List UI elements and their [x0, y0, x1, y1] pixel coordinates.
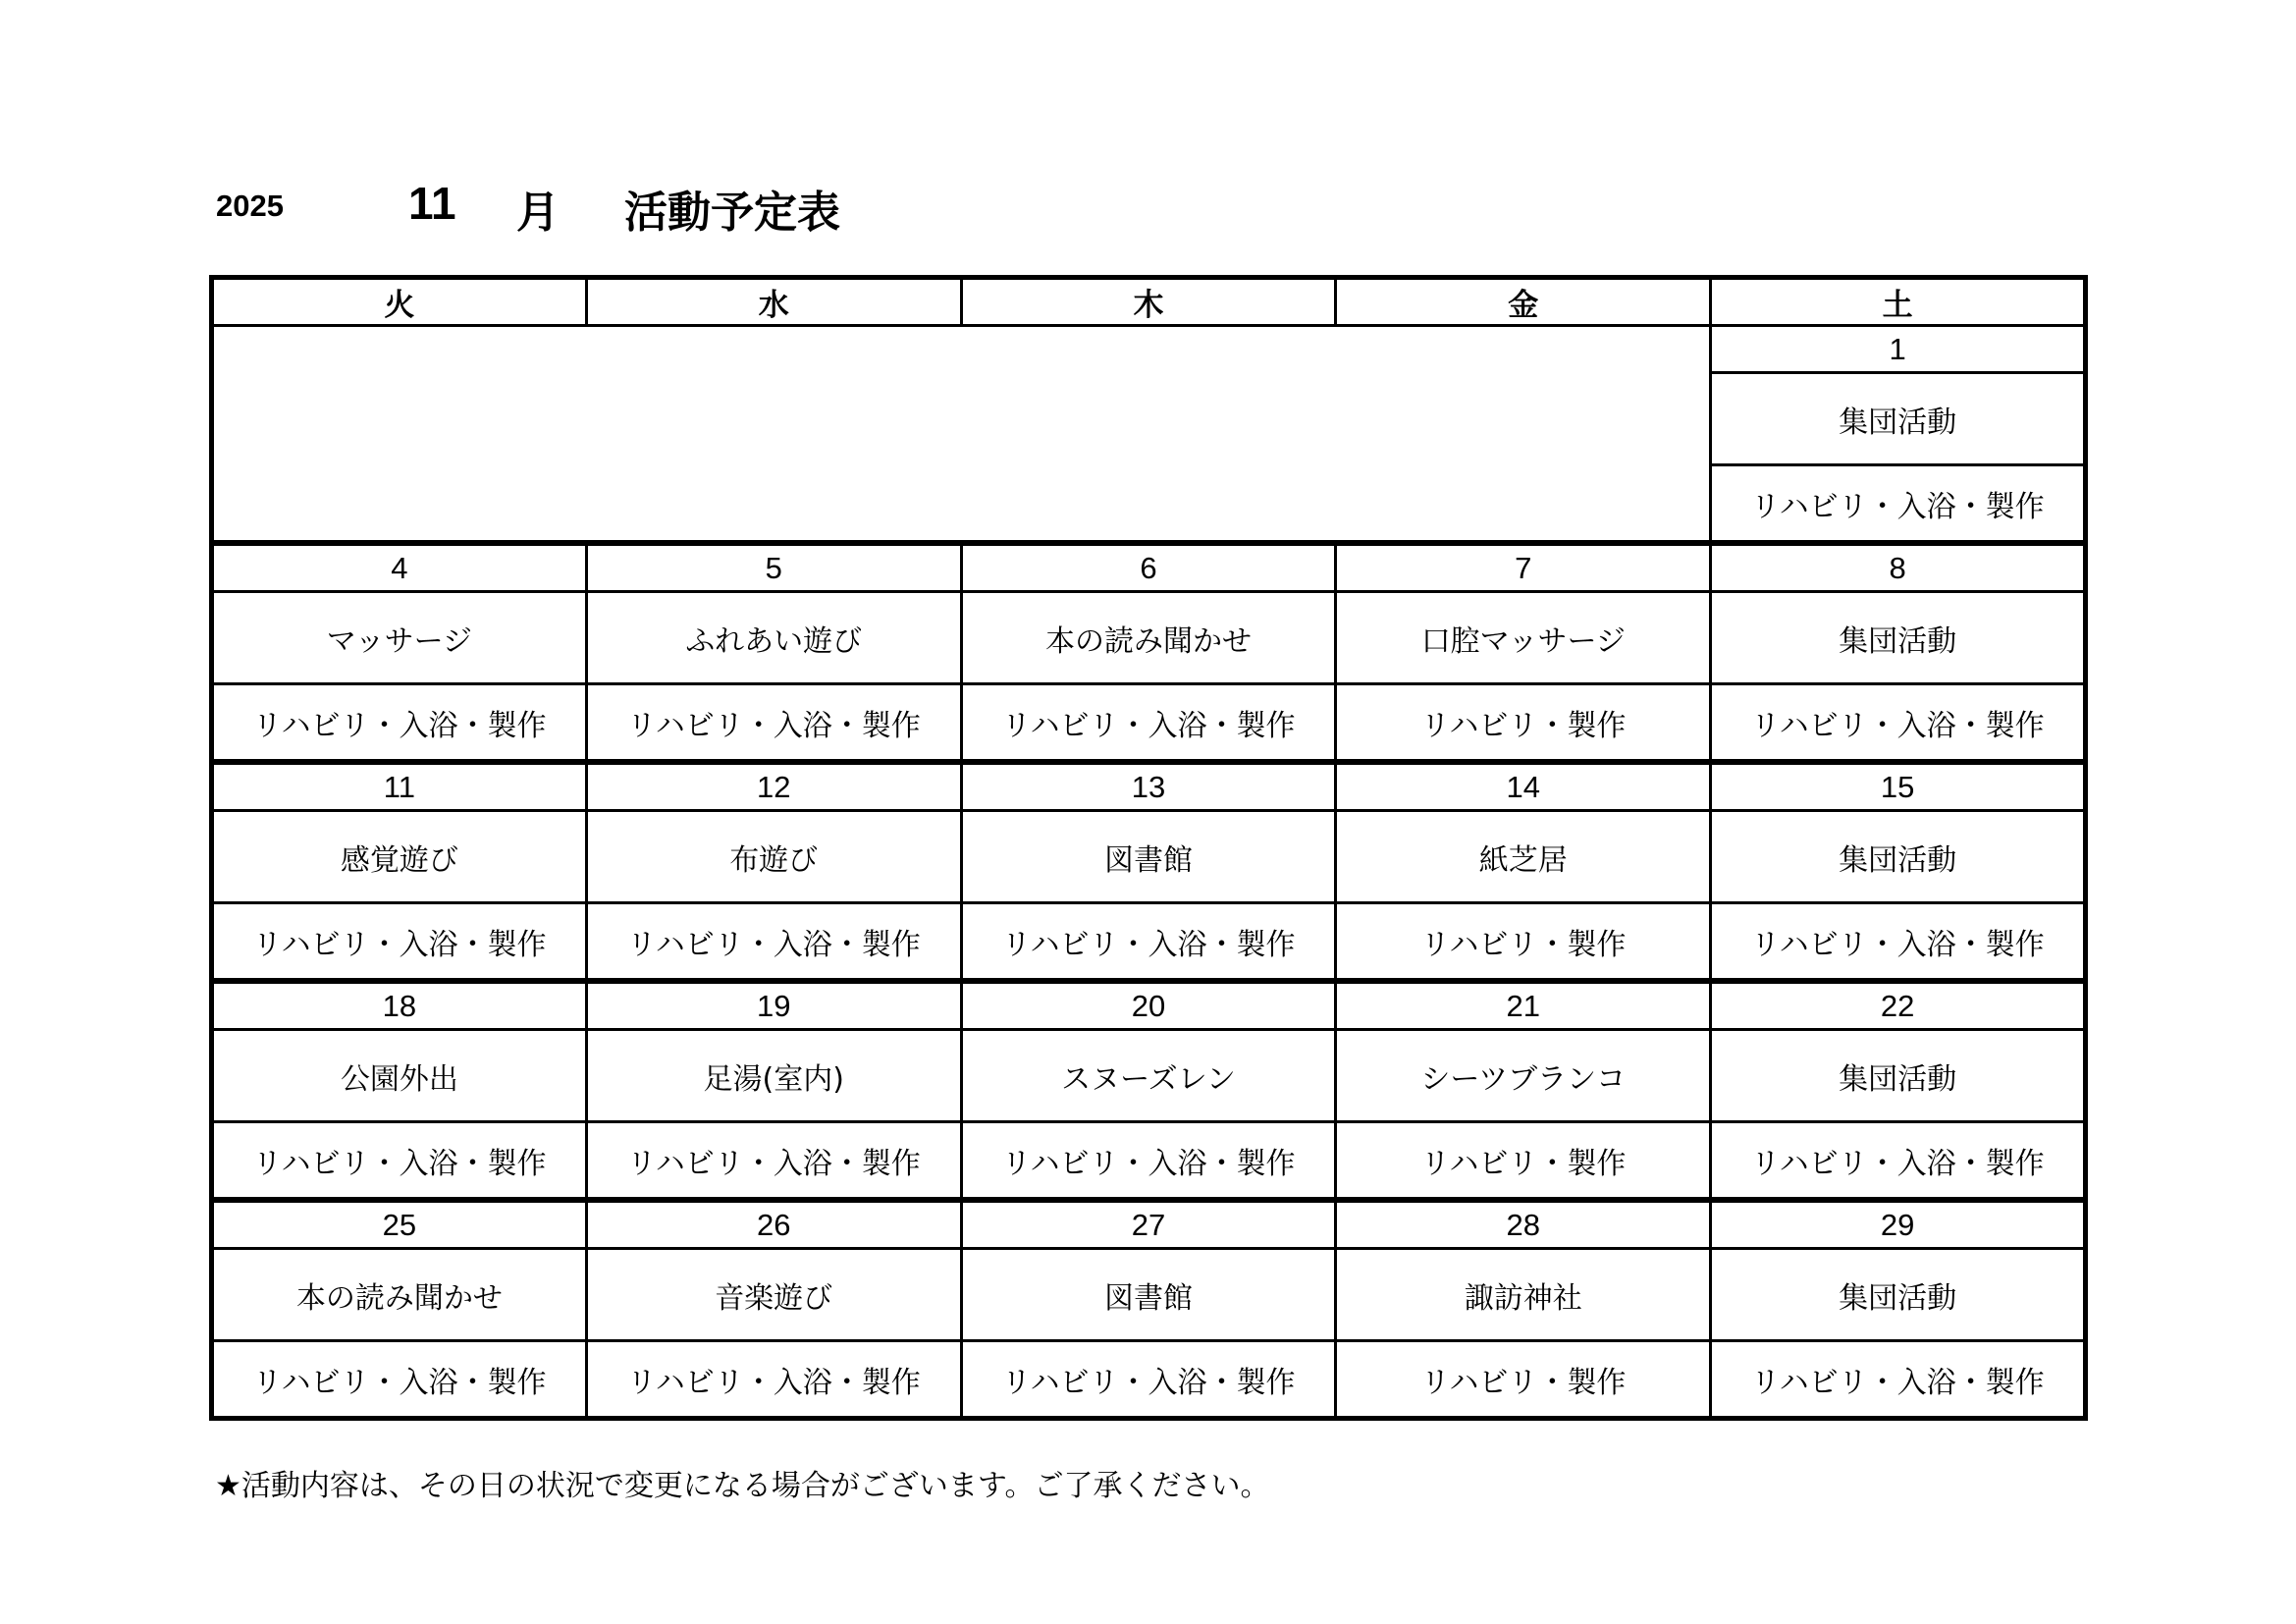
week-5-date-row: [212, 1200, 2086, 1249]
date-cell: 15: [1711, 762, 2086, 811]
sub-activity-cell: リハビリ・製作: [1336, 1122, 1711, 1201]
weekday-header-row: [212, 278, 2086, 326]
date-cell: 1: [1711, 326, 2086, 373]
sub-activity-cell: リハビリ・入浴・製作: [961, 903, 1336, 982]
date-cell: 14: [1336, 762, 1711, 811]
week-5-activity-row: [212, 1249, 2086, 1341]
schedule-table: [209, 275, 2088, 1421]
week-5-sub-row: [212, 1341, 2086, 1419]
week-3-activity-row: [212, 811, 2086, 903]
weekday-fri: 金: [1336, 278, 1711, 326]
sub-activity-cell: リハビリ・入浴・製作: [586, 903, 961, 982]
date-cell: 21: [1336, 981, 1711, 1030]
activity-cell: 図書館: [961, 1249, 1336, 1341]
activity-cell: 諏訪神社: [1336, 1249, 1711, 1341]
week-1-date-row: [212, 326, 2086, 373]
week-4-sub-row: [212, 1122, 2086, 1201]
activity-cell: 本の読み聞かせ: [961, 592, 1336, 684]
sub-activity-cell: リハビリ・製作: [1336, 684, 1711, 763]
weekday-tue: 火: [212, 278, 587, 326]
activity-cell: 音楽遊び: [586, 1249, 961, 1341]
sub-activity-cell: リハビリ・入浴・製作: [212, 903, 587, 982]
date-cell: 5: [586, 543, 961, 592]
activity-cell: 本の読み聞かせ: [212, 1249, 587, 1341]
sub-activity-cell: リハビリ・入浴・製作: [1711, 1341, 2086, 1419]
activity-cell: 足湯(室内): [586, 1030, 961, 1122]
footer-note: ★活動内容は、その日の状況で変更になる場合がございます。ご了承ください。: [215, 1469, 1270, 1503]
weekday-wed: 水: [586, 278, 961, 326]
date-cell: 19: [586, 981, 961, 1030]
activity-cell: 集団活動: [1711, 1030, 2086, 1122]
sub-activity-cell: リハビリ・入浴・製作: [961, 1341, 1336, 1419]
date-cell: 22: [1711, 981, 2086, 1030]
week-3-date-row: [212, 762, 2086, 811]
date-cell: 4: [212, 543, 587, 592]
date-cell: 18: [212, 981, 587, 1030]
date-cell: 27: [961, 1200, 1336, 1249]
weekday-thu: 木: [961, 278, 1336, 326]
month-number: 11: [408, 178, 456, 229]
date-cell: 12: [586, 762, 961, 811]
page-title: 活動予定表: [624, 188, 840, 238]
sub-activity-cell: リハビリ・入浴・製作: [212, 1122, 587, 1201]
sub-activity-cell: リハビリ・入浴・製作: [1711, 465, 2086, 544]
date-cell: 26: [586, 1200, 961, 1249]
activity-cell: 集団活動: [1711, 811, 2086, 903]
week-1-empty-cell: [212, 326, 1711, 544]
activity-cell: 口腔マッサージ: [1336, 592, 1711, 684]
sub-activity-cell: リハビリ・入浴・製作: [1711, 903, 2086, 982]
activity-cell: 布遊び: [586, 811, 961, 903]
activity-cell: 紙芝居: [1336, 811, 1711, 903]
week-4-date-row: [212, 981, 2086, 1030]
activity-cell: 集団活動: [1711, 592, 2086, 684]
activity-cell: 集団活動: [1711, 1249, 2086, 1341]
sub-activity-cell: リハビリ・入浴・製作: [586, 1122, 961, 1201]
week-4-activity-row: [212, 1030, 2086, 1122]
sub-activity-cell: リハビリ・入浴・製作: [961, 684, 1336, 763]
activity-cell: 集団活動: [1711, 373, 2086, 465]
sub-activity-cell: リハビリ・入浴・製作: [1711, 1122, 2086, 1201]
date-cell: 20: [961, 981, 1336, 1030]
activity-cell: シーツブランコ: [1336, 1030, 1711, 1122]
date-cell: 8: [1711, 543, 2086, 592]
date-cell: 28: [1336, 1200, 1711, 1249]
sub-activity-cell: リハビリ・入浴・製作: [586, 1341, 961, 1419]
sub-activity-cell: リハビリ・入浴・製作: [961, 1122, 1336, 1201]
activity-cell: ふれあい遊び: [586, 592, 961, 684]
activity-cell: 図書館: [961, 811, 1336, 903]
sub-activity-cell: リハビリ・入浴・製作: [586, 684, 961, 763]
sub-activity-cell: リハビリ・入浴・製作: [212, 684, 587, 763]
sub-activity-cell: リハビリ・入浴・製作: [212, 1341, 587, 1419]
page-header: [0, 165, 2296, 244]
date-cell: 29: [1711, 1200, 2086, 1249]
week-2-sub-row: [212, 684, 2086, 763]
activity-cell: 感覚遊び: [212, 811, 587, 903]
activity-cell: スヌーズレン: [961, 1030, 1336, 1122]
month-label: 月: [516, 188, 560, 238]
date-cell: 6: [961, 543, 1336, 592]
date-cell: 11: [212, 762, 587, 811]
activity-cell: マッサージ: [212, 592, 587, 684]
date-cell: 25: [212, 1200, 587, 1249]
sub-activity-cell: リハビリ・製作: [1336, 903, 1711, 982]
year-label: 2025: [216, 189, 284, 223]
sub-activity-cell: リハビリ・製作: [1336, 1341, 1711, 1419]
activity-cell: 公園外出: [212, 1030, 587, 1122]
week-3-sub-row: [212, 903, 2086, 982]
week-2-activity-row: [212, 592, 2086, 684]
date-cell: 7: [1336, 543, 1711, 592]
weekday-sat: 土: [1711, 278, 2086, 326]
sub-activity-cell: リハビリ・入浴・製作: [1711, 684, 2086, 763]
week-2-date-row: [212, 543, 2086, 592]
date-cell: 13: [961, 762, 1336, 811]
